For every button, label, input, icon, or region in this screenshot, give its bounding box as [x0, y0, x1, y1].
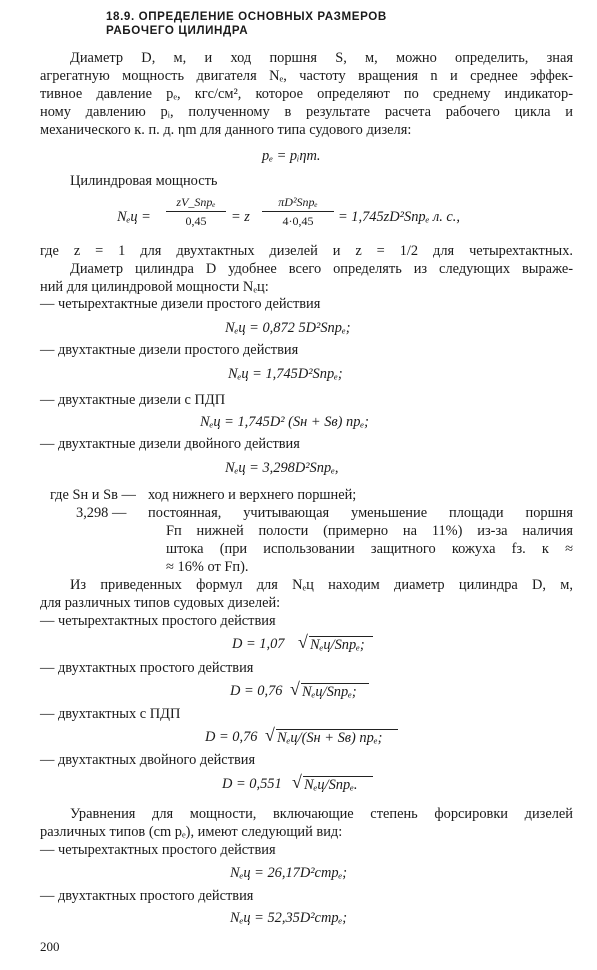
- forcing-intro-line: различных типов (cm pₑ), имеют следующий вид:: [40, 824, 343, 840]
- where-text: Fп нижней полости (примерно на 11%) из-за наличия: [166, 523, 573, 539]
- root-coef: D = 0,76: [205, 729, 258, 745]
- case-formula: Nₑц = 1,745D²Snpₑ;: [228, 366, 343, 382]
- case-formula: Nₑц = 3,298D²Snpₑ,: [225, 460, 339, 476]
- case-label: — четырехтактные дизели простого действия: [40, 296, 321, 312]
- eq-power-frac1-den: 0,45: [185, 214, 207, 228]
- fraction-bar: [262, 211, 334, 212]
- sqrt-sign: √: [292, 772, 302, 792]
- where-z: где z = 1 для двухтактных дизелей и z = 1/2 для четырехтактных.: [40, 243, 573, 259]
- case-formula: Nₑц = 0,872 5D²Snpₑ;: [225, 320, 351, 336]
- root-expression: Nₑц/Snpₑ;: [310, 637, 365, 653]
- forcing-intro-line: Уравнения для мощности, включающие степень форсировки дизелей: [70, 806, 573, 822]
- where-text: постоянная, учитывающая уменьшение площади поршня: [148, 505, 573, 521]
- fraction-bar: [166, 211, 226, 212]
- diam-intro-line: Диаметр цилиндра D удобнее всего определять из следующих выраже-: [70, 261, 573, 277]
- from-formulas-line: для различных типов судовых дизелей:: [40, 595, 281, 611]
- root-coef: D = 0,76: [230, 683, 283, 699]
- page-number: 200: [40, 939, 60, 954]
- intro-line: тивное давление pₑ, кгс/см², которое определяют по среднему индикатор-: [40, 86, 573, 102]
- case-label: — двухтактных с ПДП: [40, 706, 181, 722]
- intro-line: агрегатную мощность двигателя Nₑ, частоту вращения n и среднее эффек-: [40, 68, 573, 84]
- case-label: — двухтактные дизели с ПДП: [40, 392, 226, 408]
- root-expression: Nₑц/(Sн + Sв) npₑ;: [277, 730, 383, 746]
- eq-power-rhs: = 1,745zD²Snpₑ л. с.,: [338, 209, 461, 225]
- intro-line: Диаметр D, м, и ход поршня S, м, можно определить, зная: [70, 50, 573, 66]
- where-text: штока (при использовании защитного кожуха fз. к ≈: [166, 541, 573, 557]
- eq-power-frac1-num: zV_Snpₑ: [176, 195, 216, 209]
- intro-line: механического к. п. д. ηm для данного типа судового дизеля:: [40, 122, 412, 138]
- sqrt-sign: √: [290, 679, 300, 699]
- root-coef: D = 0,551: [222, 776, 282, 792]
- where-text: ≈ 16% от Fп).: [166, 559, 249, 575]
- where-key: где Sн и Sв —: [50, 487, 136, 503]
- case-label: — двухтактных двойного действия: [40, 752, 256, 768]
- intro-line: ному давлению pᵢ, полученному в результате расчета рабочего цикла и: [40, 104, 573, 120]
- eq-power-frac2-den: 4·0,45: [282, 214, 314, 228]
- case-label: — двухтактных простого действия: [40, 888, 254, 904]
- cyl-power-label: Цилиндровая мощность: [70, 173, 218, 189]
- eq-power-mid: = z: [231, 209, 250, 225]
- diam-intro-line: ний для цилиндровой мощности Nₑц:: [40, 279, 269, 295]
- section-heading-line2: РАБОЧЕГО ЦИЛИНДРА: [106, 24, 249, 37]
- section-heading-line1: 18.9. ОПРЕДЕЛЕНИЕ ОСНОВНЫХ РАЗМЕРОВ: [106, 10, 387, 23]
- sqrt-sign: √: [298, 632, 308, 652]
- equation-pe: pₑ = pᵢηm.: [262, 148, 321, 164]
- eq-power-frac2-num: πD²Snpₑ: [278, 195, 318, 209]
- case-label: — двухтактные дизели двойного действия: [40, 436, 300, 452]
- where-key: 3,298 —: [76, 505, 127, 521]
- where-text: ход нижнего и верхнего поршней;: [148, 487, 357, 503]
- root-expression: Nₑц/Snpₑ;: [302, 684, 357, 700]
- case-formula: Nₑц = 26,17D²cmpₑ;: [230, 865, 348, 881]
- case-label: — двухтактные дизели простого действия: [40, 342, 299, 358]
- case-formula: Nₑц = 1,745D² (Sн + Sв) npₑ;: [200, 414, 369, 430]
- from-formulas-line: Из приведенных формул для Nₑц находим диаметр цилиндра D, м,: [70, 577, 573, 593]
- case-label: — двухтактных простого действия: [40, 660, 254, 676]
- root-expression: Nₑц/Snpₑ.: [304, 777, 358, 793]
- case-label: — четырехтактных простого действия: [40, 842, 276, 858]
- sqrt-sign: √: [265, 725, 275, 745]
- eq-power-lhs: Nₑц =: [117, 209, 151, 225]
- case-formula: Nₑц = 52,35D²cmpₑ;: [230, 910, 348, 926]
- case-label: — четырехтактных простого действия: [40, 613, 276, 629]
- root-coef: D = 1,07: [232, 636, 285, 652]
